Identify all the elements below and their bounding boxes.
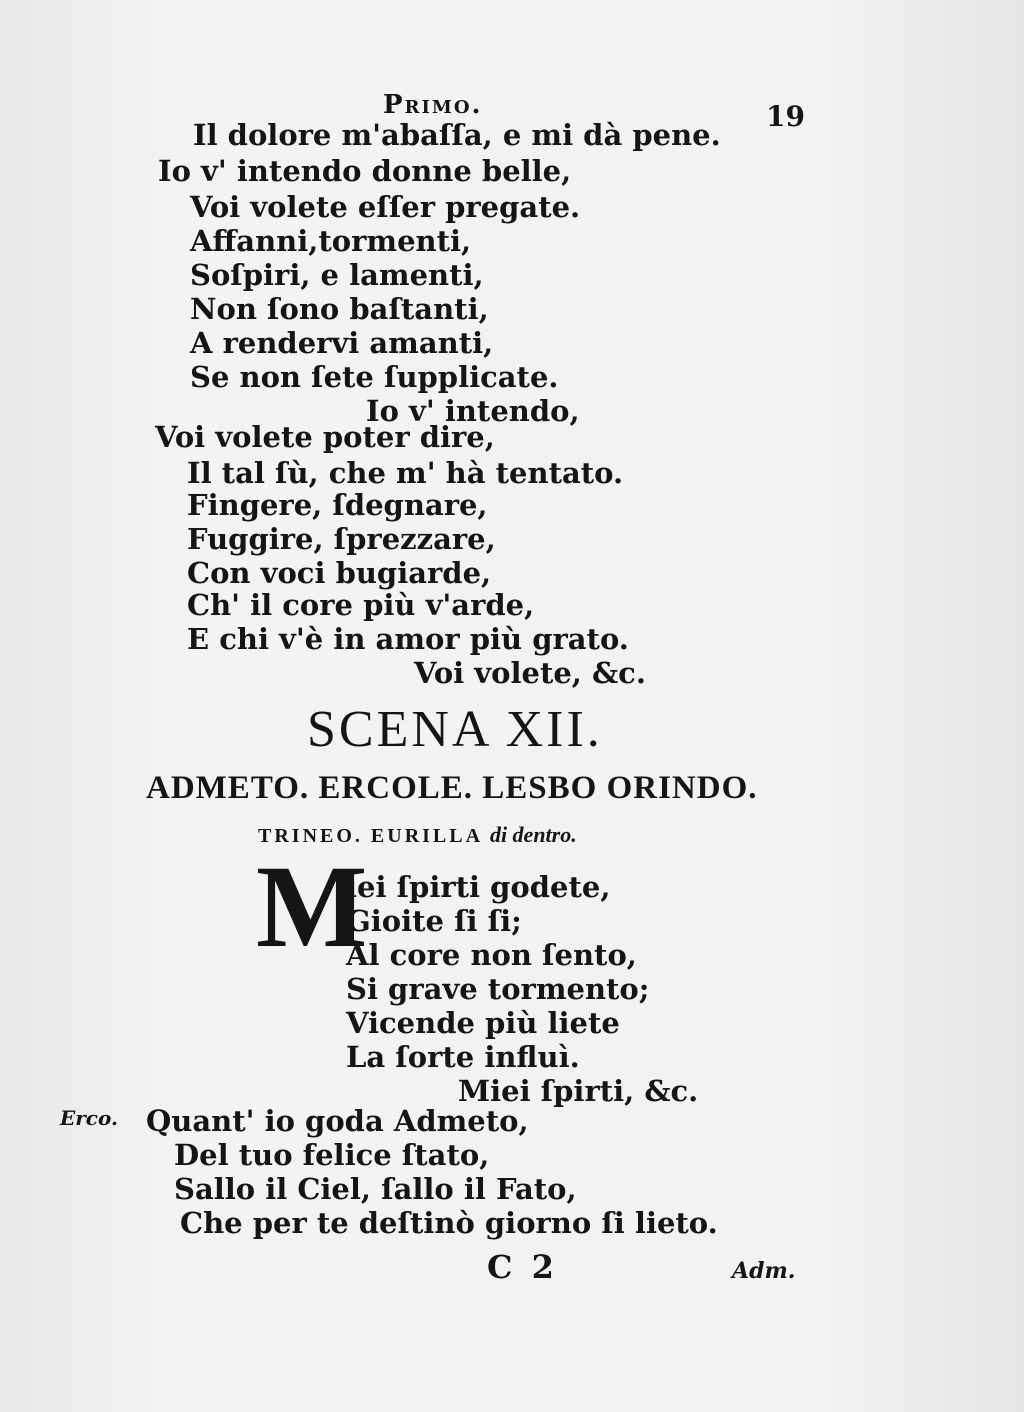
verse-line: Voi volete eſſer pregate.: [190, 190, 581, 224]
verse-line: Ch' il core più v'arde,: [187, 588, 535, 622]
verse-line: Fingere, ſdegnare,: [187, 488, 488, 522]
verse-line: Che per te deſtinò giorno ſi lieto.: [180, 1206, 718, 1240]
running-head: Primo.: [383, 90, 483, 120]
verse-line: Non ſono baſtanti,: [190, 292, 489, 326]
verse-line: Con voci bugiarde,: [187, 556, 492, 590]
speaker-label: Erco.: [60, 1106, 118, 1130]
signature-mark: C 2: [487, 1248, 558, 1286]
verse-line: E chi v'è in amor più grato.: [187, 622, 629, 656]
verse-line: Voi volete poter dire,: [155, 420, 495, 454]
verse-line: Del tuo felice ſtato,: [174, 1138, 490, 1172]
verse-line: Il tal ſù, che m' hà tentato.: [187, 456, 624, 490]
verse-line: Gioite ſi ſi;: [346, 904, 522, 938]
verse-line: iei ſpirti godete,: [346, 870, 611, 904]
verse-line: La ſorte influì.: [346, 1040, 580, 1074]
characters-caps: TRINEO. EURILLA: [258, 825, 482, 847]
verse-line: A rendervi amanti,: [190, 326, 494, 360]
verse-line: Se non ſete ſupplicate.: [190, 360, 559, 394]
verse-line: Io v' intendo donne belle,: [158, 154, 572, 188]
stage-direction: di dentro.: [489, 822, 577, 847]
verse-line: Quant' io goda Admeto,: [146, 1104, 529, 1138]
catchword: Adm.: [732, 1258, 796, 1284]
drop-cap: M: [256, 841, 368, 972]
verse-line: Soſpiri, e lamenti,: [190, 258, 484, 292]
verse-line: Fuggire, ſprezzare,: [187, 522, 496, 556]
verse-line: Voi volete, &c.: [414, 656, 646, 690]
scene-title: SCENA XII.: [307, 701, 603, 758]
verse-line: Sallo il Ciel, ſallo il Fato,: [174, 1172, 577, 1206]
verse-line: Affanni,tormenti,: [190, 224, 472, 258]
verse-line: Miei ſpirti, &c.: [458, 1074, 699, 1108]
scene-characters: ADMETO. ERCOLE. LESBO ORINDO.: [146, 770, 758, 806]
page-number: 19: [766, 100, 805, 133]
verse-line: Io v' intendo,: [366, 394, 580, 428]
verse-line: Vicende più liete: [346, 1006, 620, 1040]
verse-line: Al core non ſento,: [346, 938, 637, 972]
verse-line: Il dolore m'abaſſa, e mi dà pene.: [193, 118, 721, 152]
verse-line: Si grave tormento;: [346, 972, 650, 1006]
